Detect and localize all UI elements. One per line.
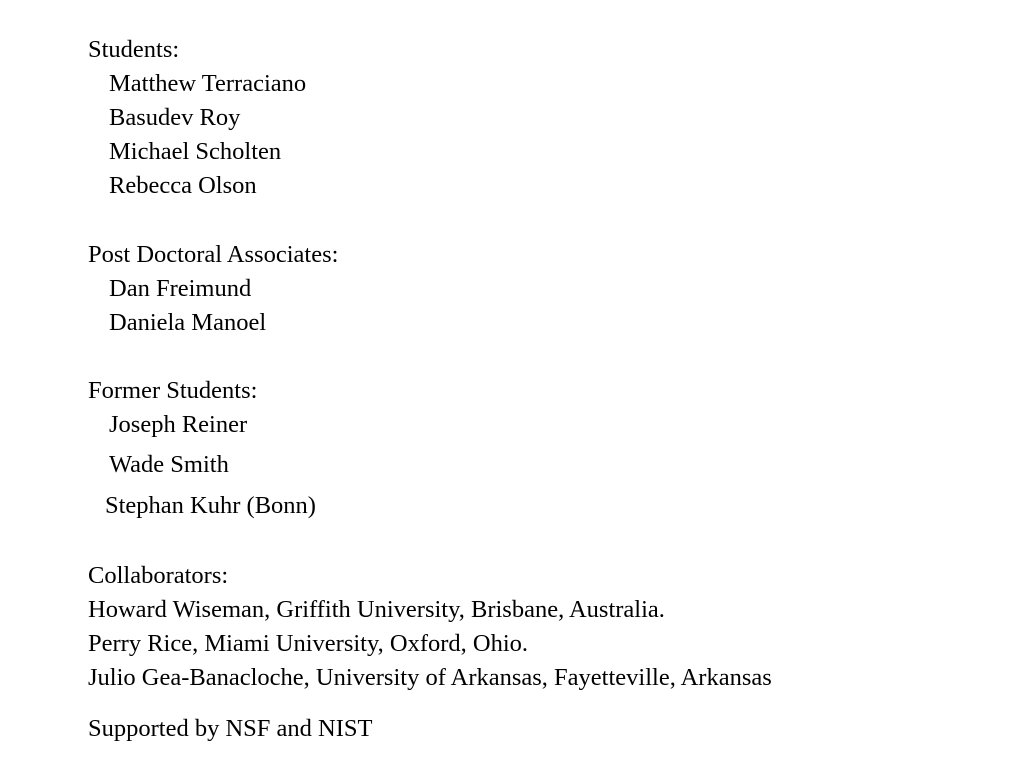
- collaborator-entry: Perry Rice, Miami University, Oxford, Ohio.: [88, 630, 529, 657]
- collaborator-entry: Howard Wiseman, Griffith University, Brisbane, Australia.: [88, 596, 665, 623]
- collaborator-entry: Julio Gea-Banacloche, University of Arkansas, Fayetteville, Arkansas: [88, 664, 772, 691]
- student-name: Matthew Terraciano: [109, 70, 307, 97]
- support-statement: Supported by NSF and NIST: [88, 715, 373, 742]
- student-name: Michael Scholten: [109, 138, 282, 165]
- former-student-name: Stephan Kuhr (Bonn): [105, 492, 316, 519]
- former-student-name: Joseph Reiner: [109, 411, 248, 438]
- former-students-heading: Former Students:: [88, 377, 258, 404]
- former-student-name: Wade Smith: [109, 451, 229, 478]
- students-heading: Students:: [88, 36, 180, 63]
- collaborators-heading: Collaborators:: [88, 562, 229, 589]
- student-name: Rebecca Olson: [109, 172, 257, 199]
- student-name: Basudev Roy: [109, 104, 241, 131]
- postdocs-heading: Post Doctoral Associates:: [88, 241, 339, 268]
- postdoc-name: Daniela Manoel: [109, 309, 267, 336]
- postdoc-name: Dan Freimund: [109, 275, 252, 302]
